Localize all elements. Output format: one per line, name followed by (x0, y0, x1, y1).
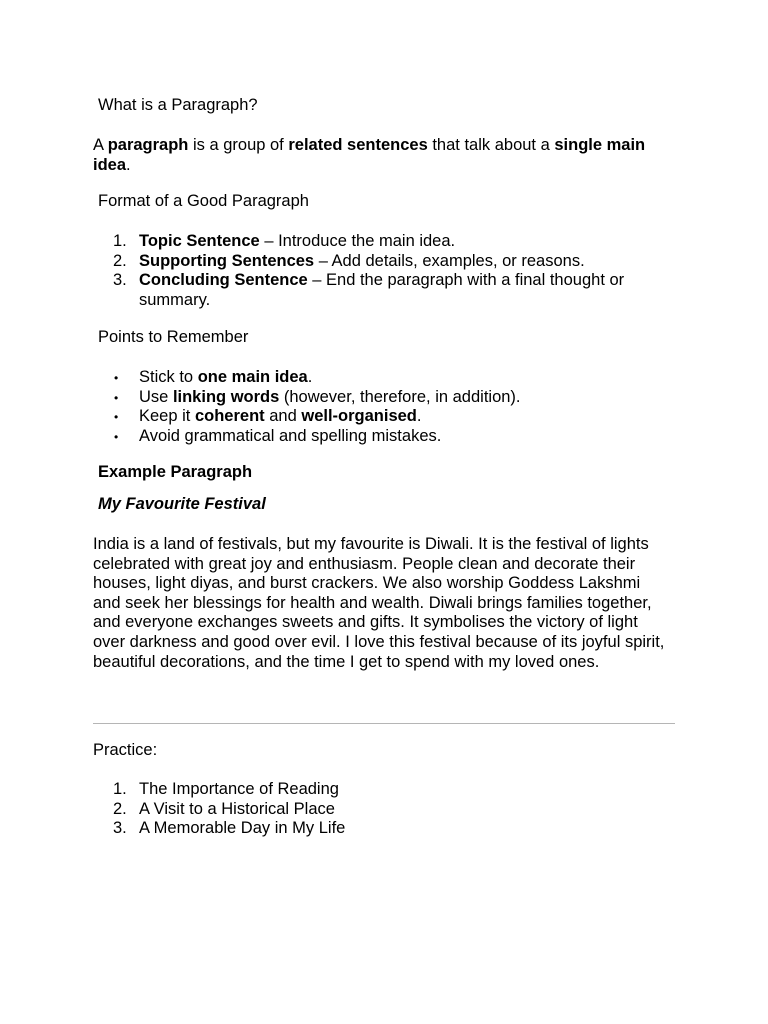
example-title: My Favourite Festival (98, 495, 266, 513)
list-item: 1. The Importance of Reading (113, 780, 339, 798)
bullet-icon: • (114, 371, 119, 385)
list-item: • Stick to one main idea. (93, 368, 673, 388)
what-is-paragraph-heading: What is a Paragraph? (98, 96, 258, 114)
example-heading: Example Paragraph (98, 463, 253, 481)
example-body: India is a land of festivals, but my favourite is Diwali. It is the festival of lights celebrated with great joy and enthusiasm. People clean and decorate their houses, light diyas, and burst crackers. We also worship Goddess Lakshmi and seek her blessings for health and wealth. Diwali brings families together, and everyone exchanges sweets and gifts. It symbolises the victory of light over darkness and good over evil. I love this festival because of its joyful spirit, beautiful decorations, and the time I get to spend with my loved ones. (93, 535, 665, 671)
horizontal-divider (93, 723, 675, 724)
format-heading: Format of a Good Paragraph (98, 192, 309, 210)
points-heading: Points to Remember (98, 328, 249, 346)
practice-list (93, 780, 673, 839)
points-list (93, 368, 673, 446)
list-item: • Keep it coherent and well-organised. (93, 407, 673, 427)
paragraph-definition: A paragraph is a group of related sentences that talk about a single main idea. (93, 136, 646, 174)
bullet-icon: • (114, 410, 119, 425)
bullet-icon: • (114, 429, 119, 444)
format-list (93, 232, 673, 310)
list-item: 2. Supporting Sentences – Add details, examples, or reasons. (113, 251, 585, 270)
list-item: • Use linking words (however, therefore, in addition). (93, 388, 673, 408)
list-item: 3. A Memorable Day in My Life (113, 819, 346, 838)
list-item: • Avoid grammatical and spelling mistakes. (93, 427, 673, 447)
bullet-icon: • (114, 390, 119, 405)
practice-heading: Practice: (93, 741, 158, 759)
list-item: 3. Concluding Sentence – End the paragraph with a final thought or summary. (113, 271, 625, 309)
list-item: 2. A Visit to a Historical Place (113, 799, 335, 818)
list-item: 1. Topic Sentence – Introduce the main idea. (113, 232, 456, 250)
